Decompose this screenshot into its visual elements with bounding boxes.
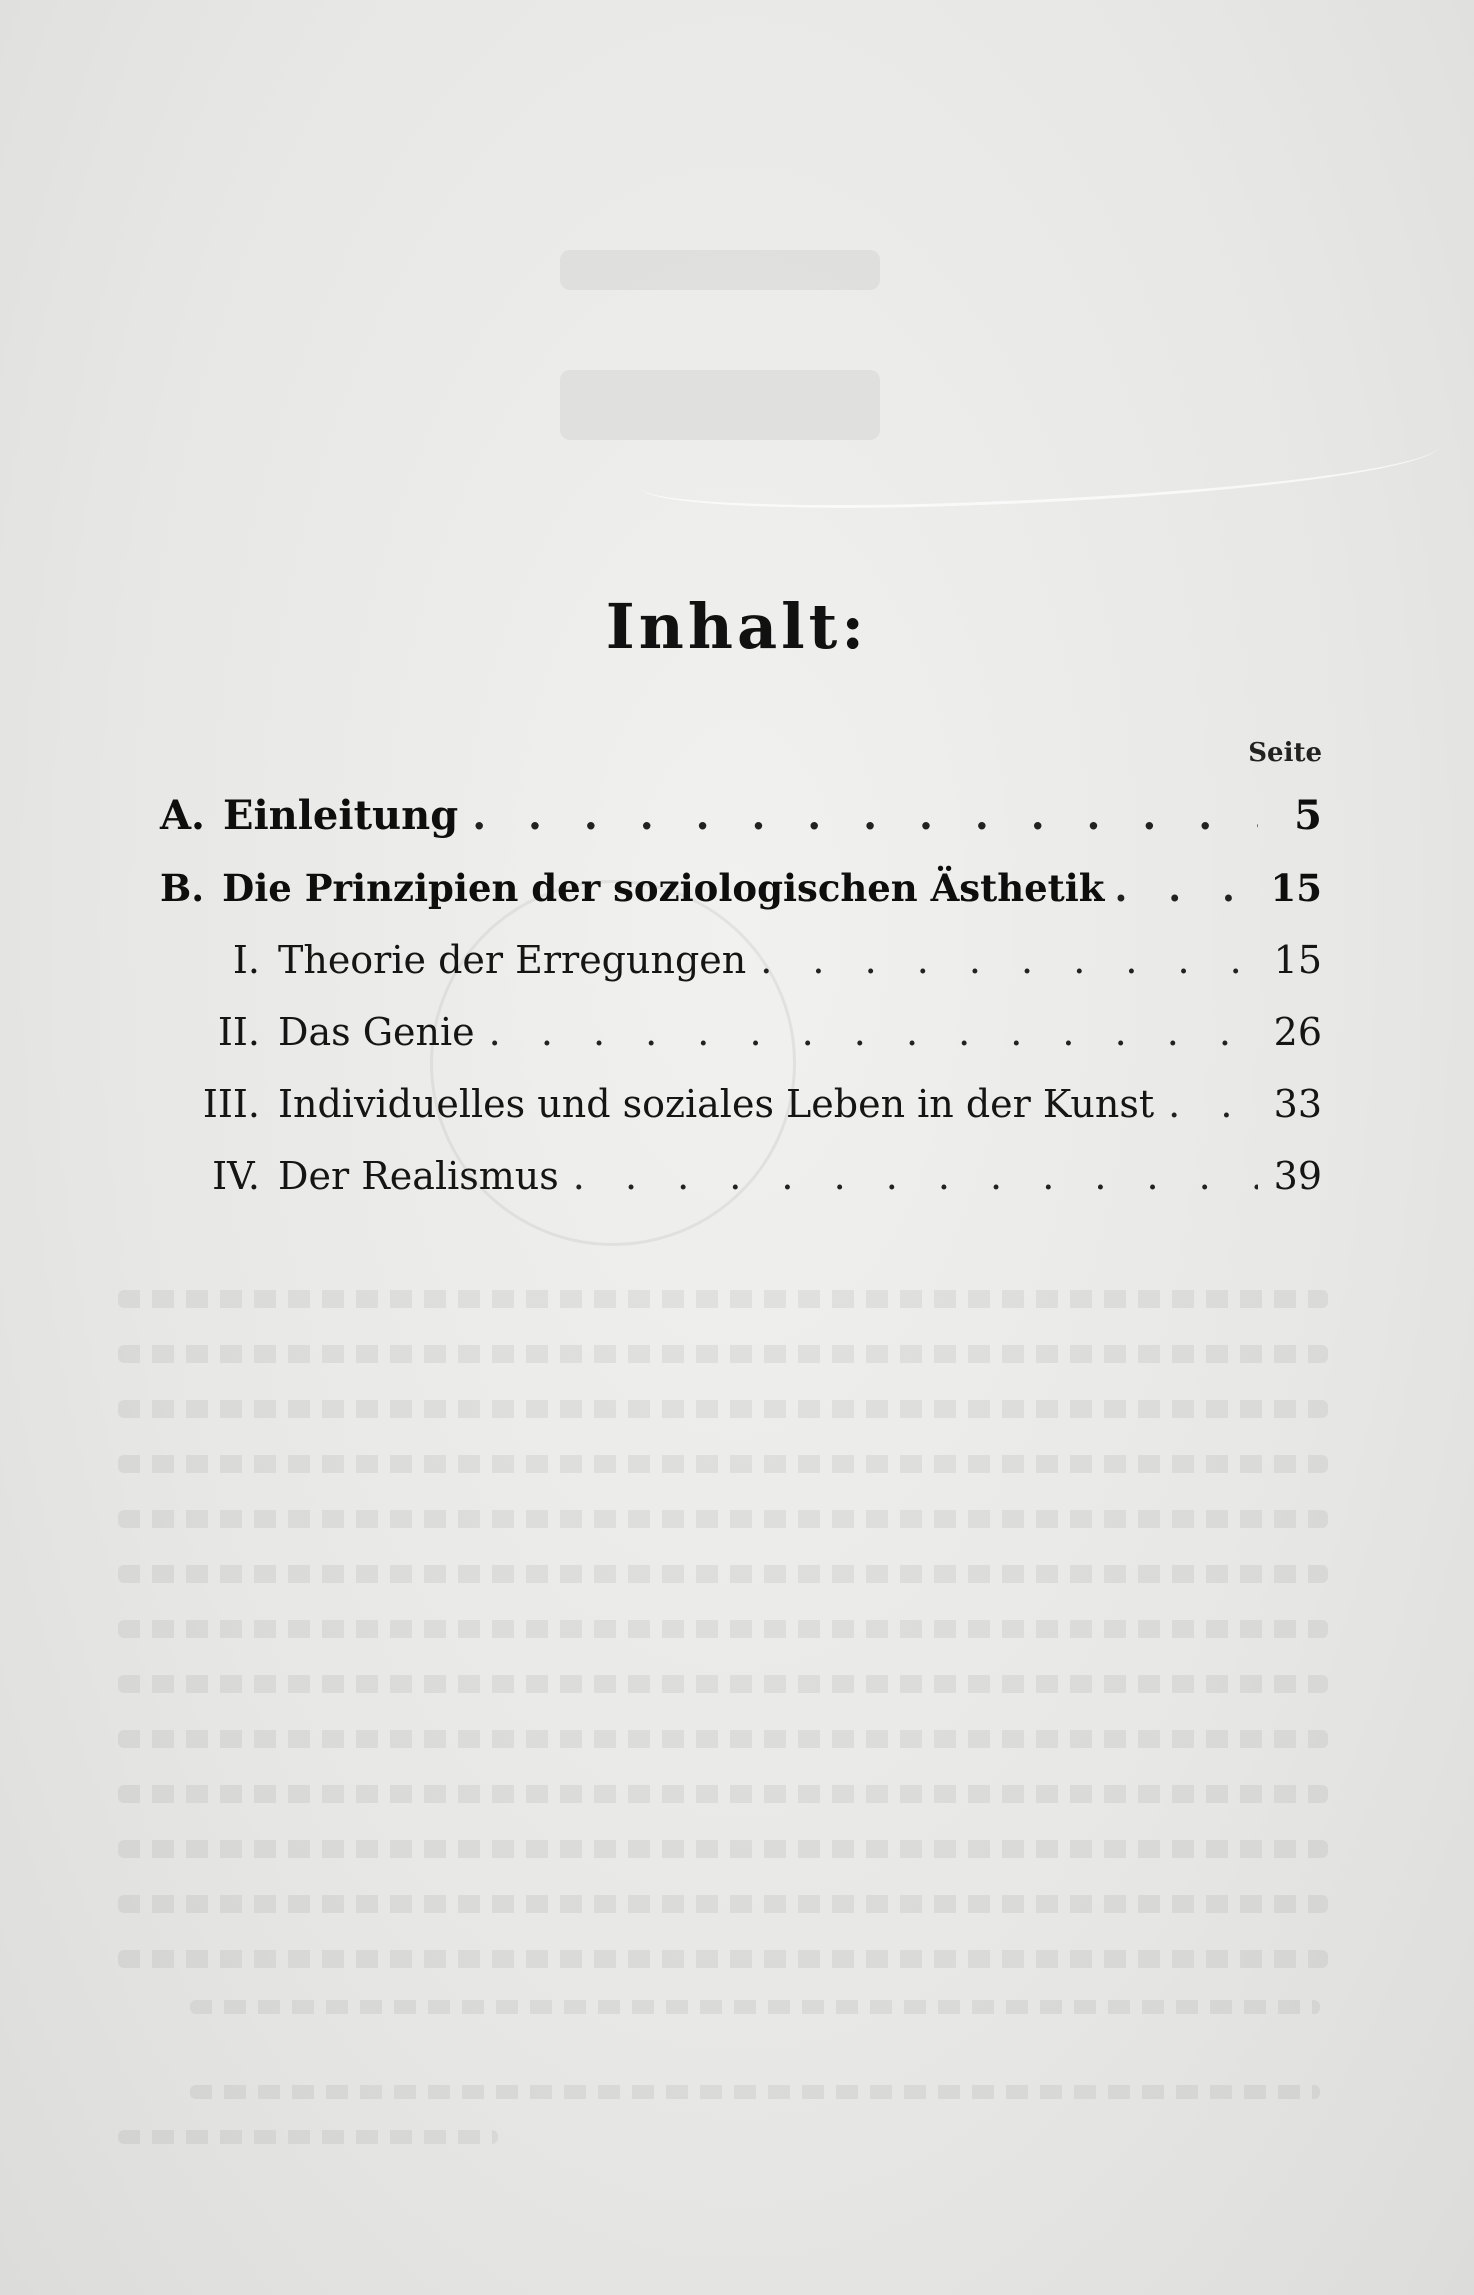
toc-entry-label: Die Prinzipien der soziologischen Ästhetik — [222, 866, 1105, 910]
toc-entry-number: III. — [202, 1082, 260, 1126]
toc-entry-page: 39 — [1273, 1154, 1322, 1198]
toc-entry-page: 33 — [1273, 1082, 1322, 1126]
toc-entry-number: B. — [160, 866, 205, 910]
bleed-through-line — [118, 1675, 1328, 1693]
toc-entry-label: Das Genie — [278, 1010, 475, 1054]
bleed-through-footnote — [190, 2085, 1320, 2099]
toc-leader-dots — [1114, 852, 1260, 924]
toc-entry-page: 26 — [1273, 1010, 1322, 1054]
toc-entry-page: 15 — [1273, 938, 1322, 982]
bleed-through-line — [118, 1895, 1328, 1913]
bleed-through-line — [118, 1345, 1328, 1363]
page-title: Inhalt: — [605, 590, 869, 663]
toc-entry-number: A. — [160, 792, 205, 839]
toc-leader-dots — [472, 780, 1258, 852]
bleed-through-line — [118, 1290, 1328, 1308]
toc-leader-dots — [1168, 1068, 1258, 1140]
bleed-through-footnote — [118, 2130, 498, 2144]
bleed-through-footnote — [190, 2000, 1320, 2014]
toc-entry-label: Der Realismus — [278, 1154, 559, 1198]
page-column-label: Seite — [1248, 738, 1322, 768]
toc-entry-number: II. — [217, 1010, 260, 1054]
bleed-through-line — [118, 1400, 1328, 1418]
toc-entry-b[interactable] — [160, 852, 1322, 924]
bleed-through-heading — [560, 250, 880, 290]
toc-entry-b-iii[interactable] — [160, 1068, 1322, 1140]
toc-entry-label: Einleitung — [222, 792, 459, 839]
toc-entry-b-iv[interactable] — [160, 1140, 1322, 1212]
toc-leader-dots — [573, 1140, 1258, 1212]
toc-entry-page: 5 — [1294, 792, 1322, 839]
toc-entry-b-i[interactable] — [160, 924, 1322, 996]
toc-entry-number: IV. — [212, 1154, 260, 1198]
bleed-through-line — [118, 1950, 1328, 1968]
bleed-through-line — [118, 1510, 1328, 1528]
table-of-contents — [160, 780, 1322, 1212]
bleed-through-heading — [560, 370, 880, 440]
bleed-through-line — [118, 1565, 1328, 1583]
bleed-through-line — [118, 1730, 1328, 1748]
bleed-through-line — [118, 1840, 1328, 1858]
bleed-through-line — [118, 1620, 1328, 1638]
bleed-through-line — [118, 1785, 1328, 1803]
toc-entry-b-ii[interactable] — [160, 996, 1322, 1068]
toc-entry-label: Theorie der Erregungen — [278, 938, 747, 982]
toc-entry-label: Individuelles und soziales Leben in der Kunst — [278, 1082, 1155, 1126]
toc-entry-a[interactable] — [160, 780, 1322, 852]
bleed-through-line — [118, 1455, 1328, 1473]
toc-entry-page: 15 — [1270, 866, 1322, 910]
toc-entry-number: I. — [232, 938, 260, 982]
toc-leader-dots — [489, 996, 1258, 1068]
toc-leader-dots — [760, 924, 1258, 996]
